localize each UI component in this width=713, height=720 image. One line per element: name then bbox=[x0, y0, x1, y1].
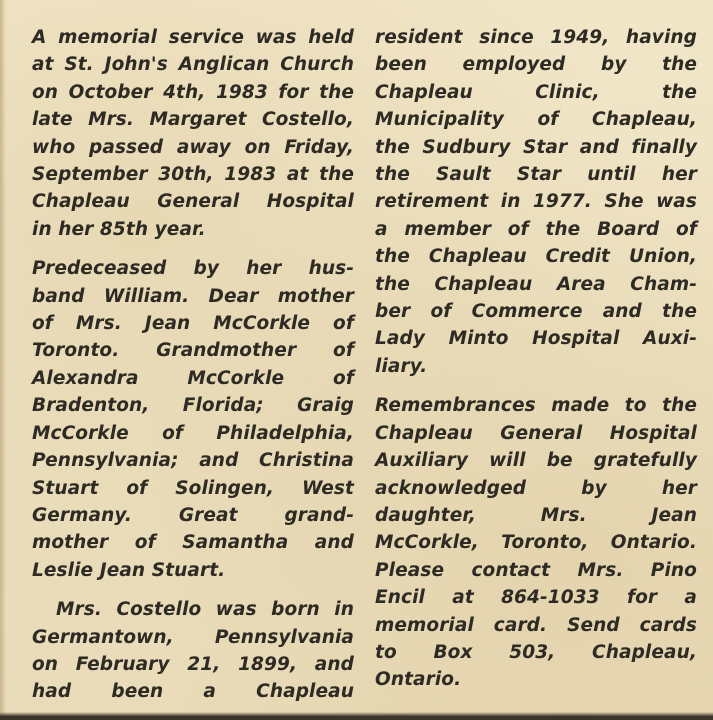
text-line: Pennsylvania; and Christina bbox=[32, 450, 354, 472]
text-line: A memorial service was held bbox=[32, 27, 354, 48]
text-line: Chapleau Clinic, the bbox=[375, 81, 697, 103]
text-line: to Box 503, Chapleau, bbox=[375, 641, 697, 663]
clipping-left-edge bbox=[0, 0, 6, 720]
text-line: Ontario. bbox=[375, 669, 462, 691]
text-line: who passed away on Friday, bbox=[32, 136, 354, 158]
clipping-bottom-edge bbox=[0, 712, 713, 720]
paragraph-memorial-service bbox=[32, 24, 354, 243]
text-line: Chapleau General Hospital bbox=[32, 191, 354, 213]
text-line: had been a Chapleau bbox=[32, 681, 354, 703]
text-line: the Chapleau Area Cham- bbox=[375, 273, 697, 295]
right-column bbox=[375, 24, 697, 694]
text-line: McCorkle, Toronto, Ontario. bbox=[375, 532, 697, 554]
text-line: the Sault Star until her bbox=[375, 164, 697, 186]
text-line: Alexandra McCorkle of bbox=[32, 367, 354, 389]
text-line: the Sudbury Star and finally bbox=[375, 136, 697, 158]
text-line: ber of Commerce and the bbox=[375, 301, 697, 323]
paragraph-family bbox=[32, 255, 354, 584]
text-line: Mrs. Costello was born in bbox=[56, 599, 354, 621]
text-line: Encil at 864-1033 for a bbox=[375, 587, 697, 609]
text-line: liary. bbox=[375, 355, 428, 377]
text-line: Germany. Great grand- bbox=[32, 504, 354, 526]
text-line: resident since 1949, having bbox=[375, 27, 697, 48]
text-line: band William. Dear mother bbox=[32, 285, 354, 307]
text-line: Stuart of Solingen, West bbox=[32, 477, 354, 499]
text-line: been employed by the bbox=[375, 54, 697, 76]
paragraph-gap bbox=[32, 584, 354, 596]
text-line: Auxiliary will be gratefully bbox=[375, 450, 697, 472]
text-line: Leslie Jean Stuart. bbox=[32, 559, 226, 581]
text-line: Chapleau General Hospital bbox=[375, 422, 697, 444]
paragraph-gap bbox=[32, 243, 354, 255]
paragraph-gap bbox=[375, 380, 697, 392]
text-line: Germantown, Pennsylvania bbox=[32, 626, 354, 648]
text-line: of Mrs. Jean McCorkle of bbox=[32, 313, 354, 335]
text-line: Remembrances made to the bbox=[375, 395, 697, 417]
paragraph-career bbox=[375, 24, 697, 380]
text-line: Bradenton, Florida; Graig bbox=[32, 395, 354, 417]
text-line: Please contact Mrs. Pino bbox=[375, 559, 697, 581]
text-line: Municipality of Chapleau, bbox=[375, 109, 697, 131]
text-line: on October 4th, 1983 for the bbox=[32, 81, 354, 103]
paragraph-biography bbox=[32, 596, 354, 706]
text-line: retirement in 1977. She was bbox=[375, 191, 697, 213]
left-column bbox=[32, 24, 354, 706]
text-line: memorial card. Send cards bbox=[375, 614, 697, 636]
text-line: Lady Minto Hospital Auxi- bbox=[375, 328, 697, 350]
text-line: on February 21, 1899, and bbox=[32, 653, 354, 675]
text-line: McCorkle of Philadelphia, bbox=[32, 422, 354, 444]
text-line: Predeceased by her hus- bbox=[32, 258, 354, 280]
text-line: in her 85th year. bbox=[32, 218, 206, 240]
text-line: acknowledged by her bbox=[375, 477, 697, 499]
text-line: late Mrs. Margaret Costello, bbox=[32, 109, 354, 131]
text-line: at St. John's Anglican Church bbox=[32, 54, 354, 76]
paragraph-remembrances bbox=[375, 392, 697, 693]
text-line: daughter, Mrs. Jean bbox=[375, 504, 697, 526]
text-line: September 30th, 1983 at the bbox=[32, 164, 354, 186]
text-line: the Chapleau Credit Union, bbox=[375, 246, 697, 268]
text-line: a member of the Board of bbox=[375, 218, 697, 240]
text-line: mother of Samantha and bbox=[32, 532, 354, 554]
text-line: Toronto. Grandmother of bbox=[32, 340, 354, 362]
